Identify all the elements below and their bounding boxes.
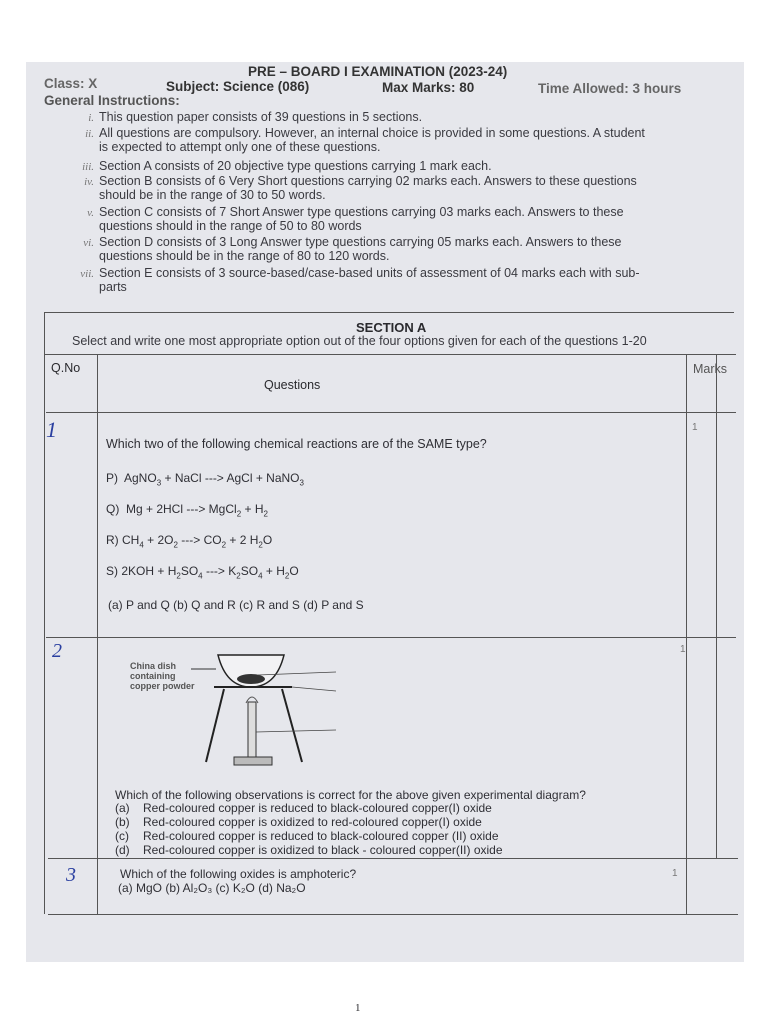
q2-question: Which of the following observations is correct for the above given experimental diagram? [115,788,586,802]
table-right-border [716,354,717,859]
q2-option-c: (c) Red-coloured copper is reduced to black-coloured copper (II) oxide [115,829,499,843]
section-subtitle: Select and write one most appropriate option out of the four options given for each of the questions 1-20 [72,334,647,348]
row1-border [46,637,736,638]
general-instructions-heading: General Instructions: [44,93,180,108]
max-marks-label: Max Marks: 80 [382,80,475,95]
page-number: 1 [355,1002,361,1014]
time-allowed-label: Time Allowed: 3 hours [538,81,682,96]
qno-column-header: Q.No [51,361,81,375]
q1-reaction-q: Q) Mg + 2HCl ---> MgCl$_2$ + $H_2$ [106,502,268,519]
instruction-7: vii. Section E consists of 3 source-based/case-based units of assessment of 04 marks each with sub- parts [80,266,640,294]
marks-column-header: Marks [693,362,728,376]
diagram-label: China dish containing copper powder [130,661,195,691]
q3-question: Which of the following oxides is amphoteric? [120,867,357,881]
q1-reaction-s: S) $2KOH + H_2SO_4$ ---> $K_2SO_4 + H_2O$ [106,564,299,581]
section-title: SECTION A [356,320,427,335]
q3-mark: 1 [672,868,678,879]
q3-options: (a) MgO (b) Al₂O₃ (c) K₂O (d) Na₂O [118,881,306,895]
q2-option-a: (a) Red-coloured copper is reduced to black-coloured copper(I) oxide [115,801,492,815]
scanned-page [26,62,744,962]
table-top-border [44,312,734,313]
instruction-2: ii. All questions are compulsory. However, an internal choice is provided in some questions. A student is expected to attempt only one of these questions. [85,126,645,154]
q1-tick-number: 1 [46,417,57,442]
instruction-5: v. Section C consists of 7 Short Answer type questions carrying 03 marks each. Answers to these questions should in the range of 50 to 80 words [87,205,624,233]
column-header-border [46,412,736,413]
table-left-border [44,312,45,914]
marks-column-border [686,354,687,914]
row3-border [48,914,738,915]
q2-mark: 1 [680,644,686,655]
subject-label: Subject: Science (086) [166,79,310,94]
instruction-4: iv. Section B consists of 6 Very Short questions carrying 02 marks each. Answers to these questions should be in the range of 30 to 50 words. [84,174,637,202]
q1-question: Which two of the following chemical reactions are of the SAME type? [106,437,487,451]
q3-tick-number: 3 [66,864,76,886]
q1-reaction-r: R) $CH_4 + 2O_2$ ---> $CO_2 + 2$ $H_2O$ [106,533,273,550]
section-header-border [44,354,736,355]
q1-reaction-p: P) AgNO$_3$ + NaCl ---> AgCl + NaNO$_3$ [106,471,304,488]
class-label: Class: X [44,76,98,91]
heating-apparatus-diagram [186,647,386,787]
questions-column-header: Questions [264,378,321,392]
row2-border [48,858,738,859]
q1-options: (a) P and Q (b) Q and R (c) R and S (d) P and S [108,598,364,612]
q1-mark: 1 [692,422,698,433]
q2-tick-number: 2 [52,640,62,662]
q2-option-b: (b) Red-coloured copper is oxidized to red-coloured copper(I) oxide [115,815,482,829]
instruction-3: iii. Section A consists of 20 objective type questions carrying 1 mark each. [82,159,492,173]
qno-column-border [97,354,98,914]
q2-option-d: (d) Red-coloured copper is oxidized to black - coloured copper(II) oxide [115,843,503,857]
instruction-6: vi. Section D consists of 3 Long Answer type questions carrying 05 marks each. Answers to these questions should be in the range of 80 to 120 words. [83,235,622,263]
exam-title: PRE – BOARD I EXAMINATION (2023-24) [248,64,508,79]
instruction-1: i. This question paper consists of 39 questions in 5 sections. [88,110,423,124]
